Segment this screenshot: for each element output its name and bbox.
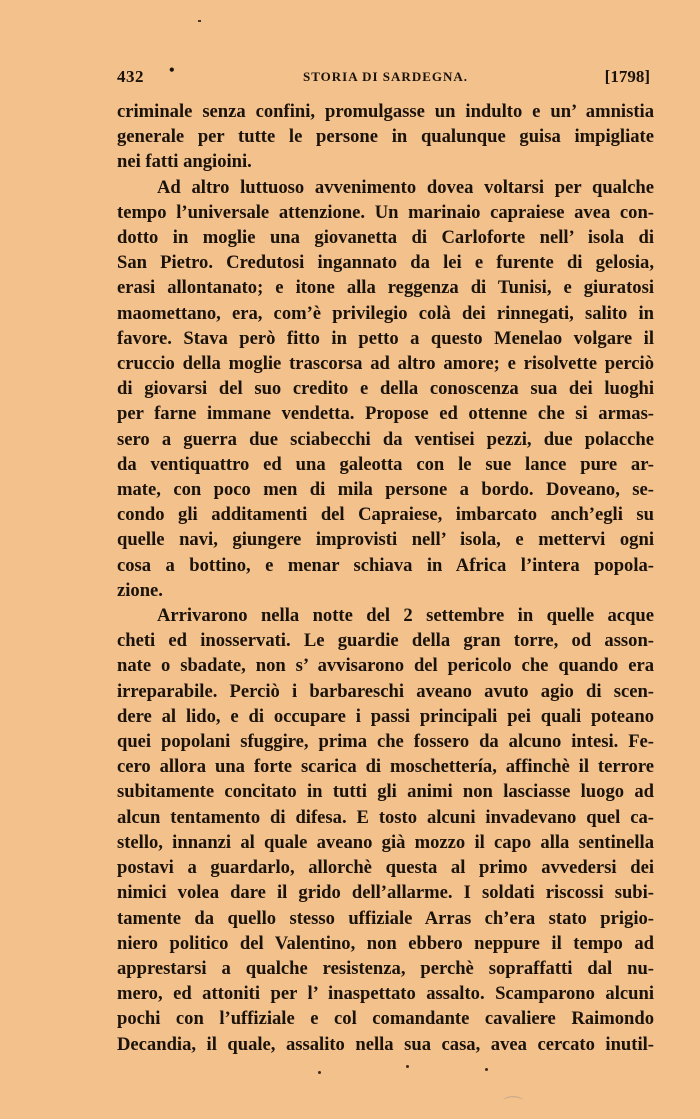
text-line: sero a guerra due sciabecchi da ventisei pezzi, due polacche [117, 428, 654, 450]
print-speck [198, 20, 201, 22]
text-line: cosa a bottino, e menar schiava in Africa l’intera popola- [117, 554, 654, 576]
text-line: per farne immane vendetta. Propose ed ottenne che si armas- [117, 403, 654, 425]
print-speck [406, 1065, 409, 1068]
body-text [117, 99, 654, 1057]
text-line: cero allora una forte scarica di moschettería, affinchè il terrore [117, 756, 654, 778]
text-line: criminale senza confini, promulgasse un indulto e un’ amnistia [117, 101, 654, 122]
paragraph-1 [117, 99, 654, 175]
text-line: alcun tentamento di difesa. E tosto alcuni invadevano quel ca- [117, 806, 654, 828]
text-line: apprestarsi a qualche resistenza, perchè sopraffatti dal nu- [117, 957, 654, 979]
print-speck [318, 1071, 321, 1074]
text-line: dotto in moglie una giovanetta di Carloforte nell’ isola di [117, 227, 654, 249]
text-line: niero politico del Valentino, non ebbero neppure il tempo ad [117, 932, 654, 954]
text-line: da ventiquattro ed una galeotta con le sue lance pure ar- [117, 453, 654, 475]
text-line: Arrivarono nella notte del 2 settembre in quelle acque [157, 605, 654, 627]
text-line: Decandia, il quale, assalito nella sua casa, avea cercato inutil- [117, 1033, 654, 1055]
text-line: irreparabile. Perciò i barbareschi aveano avuto agio di scen- [117, 680, 654, 702]
header-mark: • [169, 62, 175, 79]
text-line: tempo l’universale attenzione. Un marinaio capraiese avea con- [117, 201, 654, 223]
text-line: nimici volea dare il grido dell’allarme. I soldati riscossi subi- [117, 882, 654, 904]
text-line: cruccio della moglie trascorsa ad altro amore; e risolvette perciò [117, 353, 654, 375]
scan-watermark-mark: ⌒ [503, 1096, 523, 1118]
text-line: dere al lido, e di occupare i passi principali pei quali poteano [117, 705, 654, 727]
text-line: zione. [117, 579, 163, 601]
print-speck [485, 1068, 488, 1071]
text-line: pochi con l’uffiziale e col comandante cavaliere Raimondo [117, 1008, 654, 1030]
paragraph-2 [117, 175, 654, 603]
text-line: San Pietro. Credutosi ingannato da lei e furente di gelosia, [117, 252, 654, 274]
text-line: di giovarsi del suo credito e della conoscenza sua dei luoghi [117, 378, 654, 400]
text-line: favore. Stava però fitto in petto a questo Menelao volgare il [117, 327, 654, 349]
text-line: quei popolani sfuggire, prima che fossero da alcuno intesi. Fe- [117, 731, 654, 753]
running-header [117, 62, 654, 92]
text-line: postavi a guardarlo, allorchè questa al primo avvedersi dei [117, 857, 654, 879]
running-title: STORIA DI SARDEGNA. [302, 69, 469, 84]
paragraph-3 [117, 603, 654, 1057]
text-line: stello, innanzi al quale aveano già mozzo il capo alla sentinella [117, 831, 654, 853]
book-page [117, 62, 654, 1057]
text-line: mero, ed attoniti per l’ inaspettato assalto. Scamparono alcuni [117, 983, 654, 1005]
text-line: maomettano, era, com’è privilegio colà dei rinnegati, salito in [117, 302, 654, 324]
text-line: erasi allontanato; e itone alla reggenza di Tunisi, e giuratosi [117, 277, 654, 299]
text-line: condo gli additamenti del Capraiese, imbarcato anch’egli su [117, 504, 654, 526]
text-line: mate, con poco men di mila persone a bordo. Doveano, se- [117, 479, 654, 501]
text-line: nei fatti angioini. [117, 151, 252, 173]
text-line: tamente da quello stesso uffiziale Arras ch’era stato prigio- [117, 907, 654, 929]
text-line: generale per tutte le persone in qualunque guisa impigliate [117, 126, 654, 148]
year-marker: [1798] [604, 67, 650, 86]
text-line: subitamente concitato in tutti gli animi non lasciasse luogo ad [117, 781, 654, 803]
text-line: cheti ed inosservati. Le guardie della gran torre, od asson- [117, 630, 654, 652]
text-line: quelle navi, giungere improvisti nell’ isola, e mettervi ogni [117, 529, 654, 551]
text-line: Ad altro luttuoso avvenimento dovea voltarsi per qualche [157, 176, 654, 198]
text-line: nate o sbadate, non s’ avvisarono del pericolo che quando era [117, 655, 654, 677]
page-number: 432 [117, 67, 144, 86]
